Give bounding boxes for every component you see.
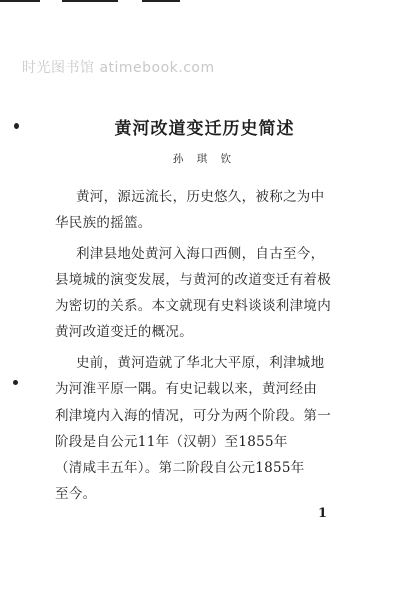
scan-edge-mark: [142, 0, 180, 2]
watermark: 时光图书馆 atimebook.com: [22, 60, 215, 76]
body-line: 利津县地处黄河入海口西侧，自古至今，: [76, 246, 325, 262]
body-line: 黄河改道变迁的概况。: [55, 324, 193, 340]
article-title: 黄河改道变迁历史简述: [114, 119, 295, 139]
body-line: （清咸丰五年）。第二阶段自公元1855年: [55, 460, 305, 476]
body-line: 为河淮平原一隅。有史记载以来，黄河经由: [55, 381, 318, 397]
binding-hole-mark: [13, 380, 18, 385]
page-number: 1: [318, 506, 328, 521]
body-line: 利津境内入海的情况，可分为两个阶段。第一: [55, 408, 331, 424]
body-line: 史前，黄河造就了华北大平原，利津城地: [76, 355, 325, 371]
body-line: 至今。: [55, 486, 97, 502]
body-line: 黄河，源远流长，历史悠久，被称之为中: [76, 189, 325, 205]
body-line: 县境城的演变发展，与黄河的改道变迁有着极: [55, 272, 331, 288]
body-line: 阶段是自公元11年（汉朝）至1855年: [55, 434, 288, 450]
article-author: 孙 琪 钦: [172, 153, 237, 165]
scan-edge-mark: [0, 0, 40, 2]
body-line: 华民族的摇篮。: [55, 215, 152, 231]
body-line: 为密切的关系。本文就现有史料谈谈利津境内: [55, 298, 331, 314]
scan-edge-mark: [62, 0, 118, 2]
